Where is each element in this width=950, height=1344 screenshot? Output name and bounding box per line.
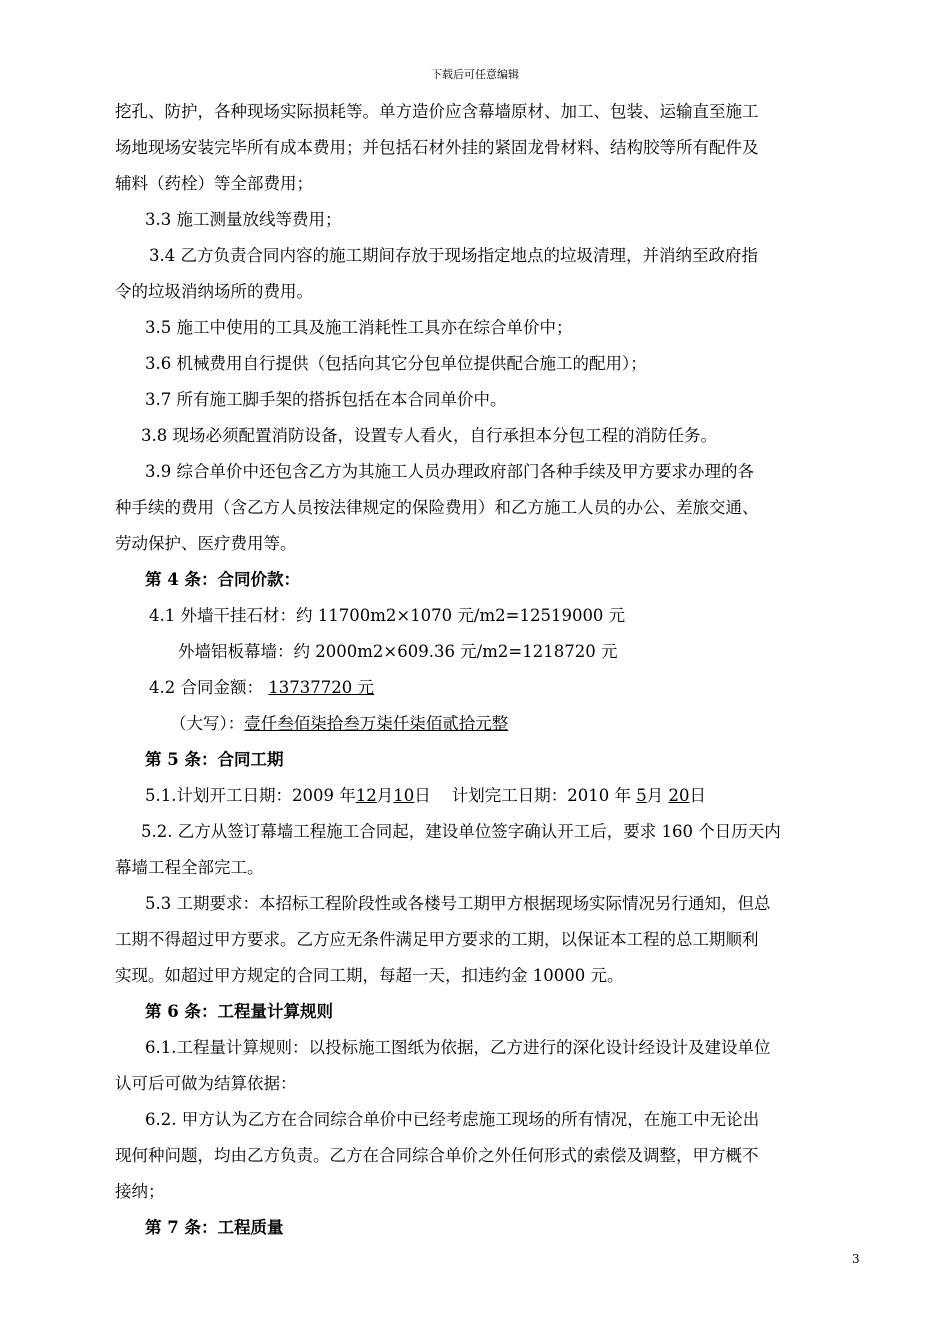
end-month: 5 xyxy=(636,786,647,805)
document-body xyxy=(115,94,871,1246)
amount-words-label: （大写）： xyxy=(170,714,245,733)
paragraph-line: 挖孔、防护，各种现场实际损耗等。单方造价应含幕墙原材、加工、包装、运输直至施工 xyxy=(115,102,759,121)
clause-3-6: 3.6 机械费用自行提供（包括向其它分包单位提供配合施工的配用）； xyxy=(145,354,647,373)
page-header: 下载后可任意编辑 xyxy=(431,68,519,81)
contract-amount-value: 13737720 元 xyxy=(268,678,374,697)
start-month: 12 xyxy=(355,786,377,805)
end-date-label: 日 计划完工日期：2010 年 xyxy=(414,786,631,805)
paragraph-line: 令的垃圾消纳场所的费用。 xyxy=(115,282,313,301)
clause-6-1: 6.1.工程量计算规则：以投标施工图纸为依据，乙方进行的深化设计经设计及建设单位 xyxy=(145,1038,771,1057)
article-4-heading: 第 4 条：合同价款： xyxy=(145,570,300,589)
end-day-unit: 日 xyxy=(689,786,706,805)
article-5-heading: 第 5 条：合同工期 xyxy=(145,750,284,769)
start-day: 10 xyxy=(393,786,415,805)
clause-3-3: 3.3 施工测量放线等费用； xyxy=(145,210,342,229)
paragraph-line: 工期不得超过甲方要求。乙方应无条件满足甲方要求的工期，以保证本工程的总工期顺利 xyxy=(115,930,759,949)
clause-3-7: 3.7 所有施工脚手架的搭拆包括在本合同单价中。 xyxy=(145,390,507,409)
paragraph-line: 现何种问题，均由乙方负责。乙方在合同综合单价之外任何形式的索偿及调整，甲方概不 xyxy=(115,1146,759,1165)
paragraph-line: 种手续的费用（含乙方人员按法律规定的保险费用）和乙方施工人员的办公、差旅交通、 xyxy=(115,498,759,517)
clause-4-2 xyxy=(115,670,871,706)
clause-5-1 xyxy=(115,778,871,814)
paragraph-line: 幕墙工程全部完工。 xyxy=(115,858,264,877)
amount-in-words xyxy=(115,706,871,742)
article-6-heading: 第 6 条：工程量计算规则 xyxy=(145,1002,333,1021)
end-month-unit: 月 xyxy=(646,786,664,805)
page-number: 3 xyxy=(852,1252,860,1266)
contract-amount-label: 4.2 合同金额： xyxy=(149,678,263,697)
start-date-label: 5.1.计划开工日期：2009 年 xyxy=(145,786,356,805)
paragraph-line: 接纳； xyxy=(115,1182,165,1201)
clause-4-1-aluminum: 外墙铝板幕墙：约 2000m2×609.36 元/m2=1218720 元 xyxy=(178,642,618,661)
clause-6-2: 6.2. 甲方认为乙方在合同综合单价中已经考虑施工现场的所有情况，在施工中无论出 xyxy=(145,1110,760,1129)
start-month-unit: 月 xyxy=(376,786,394,805)
paragraph-line: 辅料（药栓）等全部费用； xyxy=(115,174,313,193)
paragraph-line: 场地现场安装完毕所有成本费用；并包括石材外挂的紧固龙骨材料、结构胶等所有配件及 xyxy=(115,138,759,157)
clause-3-5: 3.5 施工中使用的工具及施工消耗性工具亦在综合单价中； xyxy=(145,318,573,337)
paragraph-line: 劳动保护、医疗费用等。 xyxy=(115,534,297,553)
end-day: 20 xyxy=(668,786,690,805)
clause-5-2: 5.2. 乙方从签订幕墙工程施工合同起，建设单位签字确认开工后，要求 160 个日历天内 xyxy=(141,822,781,841)
clause-3-9: 3.9 综合单价中还包含乙方为其施工人员办理政府部门各种手续及甲方要求办理的各 xyxy=(145,462,754,481)
paragraph-line: 认可后可做为结算依据： xyxy=(115,1074,297,1093)
clause-3-8: 3.8 现场必须配置消防设备，设置专人看火，自行承担本分包工程的消防任务。 xyxy=(141,426,717,445)
clause-3-4: 3.4 乙方负责合同内容的施工期间存放于现场指定地点的垃圾清理，并消纳至政府指 xyxy=(149,246,758,265)
clause-5-3: 5.3 工期要求：本招标工程阶段性或各楼号工期甲方根据现场实际情况另行通知，但总 xyxy=(145,894,771,913)
paragraph-line: 实现。如超过甲方规定的合同工期，每超一天，扣违约金 10000 元。 xyxy=(115,966,624,985)
clause-4-1: 4.1 外墙干挂石材：约 11700m2×1070 元/m2=12519000 元 xyxy=(149,606,626,625)
amount-words-value: 壹仟叁佰柒拾叁万柒仟柒佰贰拾元整 xyxy=(244,714,509,733)
article-7-heading: 第 7 条：工程质量 xyxy=(145,1218,284,1237)
